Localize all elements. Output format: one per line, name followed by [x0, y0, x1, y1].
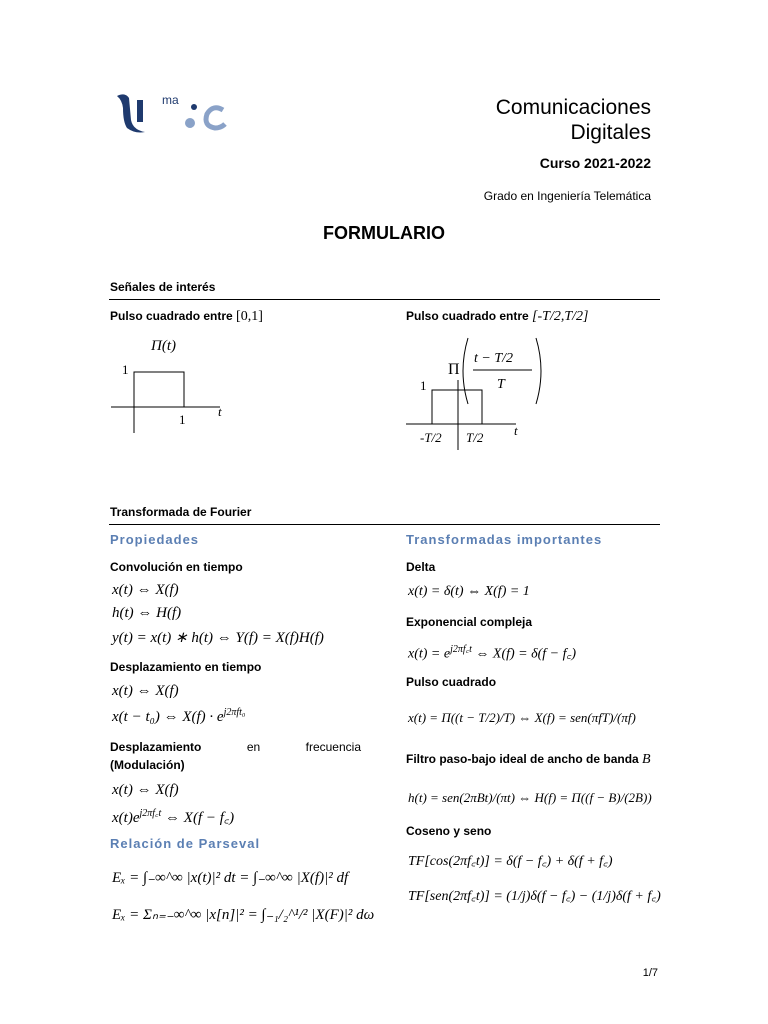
degree-name: Grado en Ingeniería Telemática [483, 189, 651, 203]
pulse1-t: t [218, 404, 222, 419]
svg-text:ma: ma [162, 93, 179, 107]
lowpass-eq: h(t) = sen(2πBt)/(πt) ⇔ H(f) = Π((f − B)/(2B)) [408, 790, 652, 805]
pulse-label: Pulso cuadrado [406, 675, 497, 689]
transforms-heading: Transformadas importantes [406, 532, 603, 547]
pulse2-num: t − T/2 [474, 351, 514, 366]
conv-eq2: h(t) ⇔ H(f) [112, 605, 182, 621]
signals-rule [109, 299, 660, 300]
conv-eq3: y(t) = x(t) ∗ h(t) ⇔ Y(f) = X(f)H(f) [112, 630, 324, 646]
mod-label-w2: en [246, 740, 261, 754]
doc-title-line1: Comunicaciones [495, 96, 651, 119]
pulse1-label-text: Pulso cuadrado entre [110, 309, 233, 323]
shift-label: Desplazamiento en tiempo [110, 660, 262, 674]
parseval-eq2: Eₓ = Σₙ₌₋∞^∞ |x[n]|² = ∫₋₁/₂^¹/² |X(F)|² dω [112, 907, 375, 923]
umaic-logo [115, 88, 235, 138]
mod-label-w1: Desplazamiento [110, 740, 202, 754]
delta-eq: x(t) = δ(t) ⇔ X(f) = 1 [408, 584, 530, 599]
pulse2-den: T [497, 377, 505, 392]
exp-eq-b: ⇔ X(f) = δ(f − f꜀) [475, 646, 577, 662]
properties-heading: Propiedades [110, 532, 200, 547]
exp-label: Exponencial compleja [406, 615, 533, 629]
mod-label-w3: frecuencia [305, 740, 361, 754]
lowpass-label-text: Filtro paso-bajo ideal de ancho de banda [406, 752, 639, 766]
main-title: FORMULARIO [323, 223, 445, 243]
parseval-heading: Relación de Parseval [110, 836, 261, 851]
shift-eq2-main: x(t − t₀) ⇔ X(f) · e [112, 709, 224, 725]
mod-eq2-a: x(t)e [112, 810, 140, 826]
cossin-label: Coseno y seno [406, 824, 492, 838]
mod-eq2-sup: j2πf꜀t [139, 808, 162, 819]
pulse2-one: 1 [420, 378, 427, 393]
cossin-eq1: TF[cos(2πf꜀t)] = δ(f − f꜀) + δ(f + f꜀) [408, 854, 613, 869]
pulse2-pi: Π [448, 361, 460, 378]
pulse2-label [406, 309, 588, 325]
pulse2-xneg: -T/2 [420, 430, 442, 445]
pulse1-range: [0,1] [236, 309, 263, 324]
signals-heading: Señales de interés [110, 280, 216, 294]
fourier-heading: Transformada de Fourier [110, 505, 252, 519]
lowpass-label-var: B [642, 752, 651, 767]
cossin-eq2: TF[sen(2πf꜀t)] = (1/j)δ(f − f꜀) − (1/j)δ(f + f꜀) [408, 889, 661, 904]
shift-eq2-sup: j2πft₀ [223, 707, 246, 718]
mod-label [110, 740, 361, 754]
fourier-rule [109, 524, 660, 525]
mod-eq2 [112, 805, 234, 827]
pulse2-label-text: Pulso cuadrado entre [406, 309, 529, 323]
course-year: Curso 2021-2022 [539, 155, 651, 171]
pulse2-xpos: T/2 [466, 430, 484, 445]
delta-label: Delta [406, 560, 436, 574]
doc-title-line2: Digitales [570, 121, 651, 144]
conv-label: Convolución en tiempo [110, 560, 243, 574]
exp-eq-sup: j2πf꜀t [450, 644, 472, 655]
mod-eq1: x(t) ⇔ X(f) [112, 782, 179, 798]
pulse1-one: 1 [122, 362, 129, 377]
pulse1-label [110, 309, 263, 325]
page-number: 1/7 [642, 967, 658, 979]
mod-eq2-b: ⇔ X(f − f꜀) [165, 810, 235, 826]
shift-eq1: x(t) ⇔ X(f) [112, 683, 179, 699]
pulse1-x1: 1 [179, 412, 186, 427]
pulse1-fn-label: Π(t) [151, 338, 176, 354]
pulse2-range: [-T/2,T/2] [532, 309, 589, 324]
pulse-eq: x(t) = Π((t − T/2)/T) ⇔ X(f) = sen(πfT)/(πf) [408, 710, 636, 725]
exp-eq-a: x(t) = e [408, 646, 451, 662]
lowpass-label [406, 752, 651, 768]
pulse2-t: t [514, 423, 518, 438]
shift-eq2 [112, 707, 245, 726]
mod-label-2: (Modulación) [110, 758, 185, 772]
conv-eq1: x(t) ⇔ X(f) [112, 582, 179, 598]
exp-eq [408, 641, 576, 663]
parseval-eq1: Eₓ = ∫₋∞^∞ |x(t)|² dt = ∫₋∞^∞ |X(f)|² df [112, 870, 349, 886]
